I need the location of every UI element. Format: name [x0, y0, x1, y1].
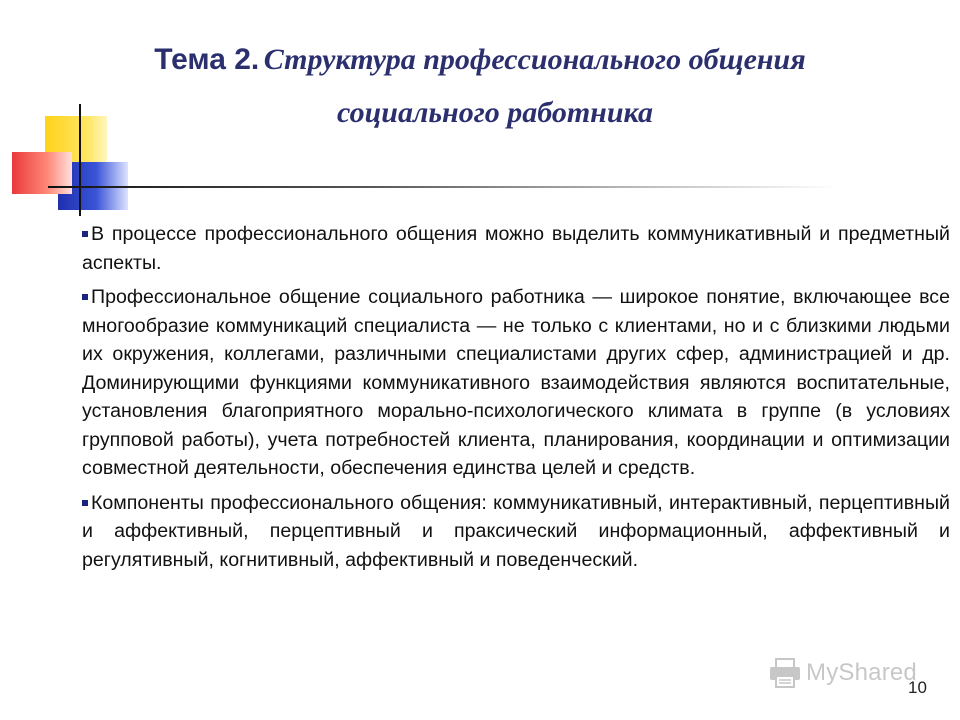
bullet-square-icon [82, 500, 88, 506]
bullet-paragraph-1 [82, 220, 950, 277]
title-underline [48, 186, 838, 188]
title-line-2: социального работника [337, 96, 653, 129]
bullet-paragraph-2 [82, 283, 950, 483]
page-number: 10 [908, 678, 927, 697]
printer-icon [768, 658, 802, 688]
bullet-paragraph-3 [82, 489, 950, 575]
paragraph-text: Компоненты профессионального общения: коммуникативный, интерактивный, перцептивный и аффективный, перцептивный и праксический информационный, аффективный и регулятивный, когнитивный, аффективный и поведенческий. [82, 491, 950, 571]
paragraph-text: В процессе профессионального общения можно выделить коммуникативный и предметный аспекты. [82, 223, 950, 274]
title-prefix: Тема 2. [154, 43, 260, 76]
title-line-1 [0, 36, 960, 89]
slide-content [82, 220, 950, 580]
watermark-logo [768, 656, 917, 690]
watermark-text: MyShared [806, 659, 917, 686]
title-main: Структура профессионального общения [263, 43, 806, 76]
slide-title [0, 36, 960, 137]
paragraph-text: Профессиональное общение социального работника — широкое понятие, включающее все многообразие коммуникаций специалиста — не только с клиентами, но и с близкими людьми их окружения, коллегами, различными специалистами других сфер, администрацией и др. Доминирующими функциями коммуникативного взаимодействия являются воспитательные, установления благоприятного морально-психологического климата в группе (в условиях групповой работы), учета потребностей клиента, планирования, координации и оптимизации совместной деятельности, обеспечения единства целей и средств. [82, 286, 950, 479]
bullet-square-icon [82, 231, 88, 237]
bullet-square-icon [82, 294, 88, 300]
